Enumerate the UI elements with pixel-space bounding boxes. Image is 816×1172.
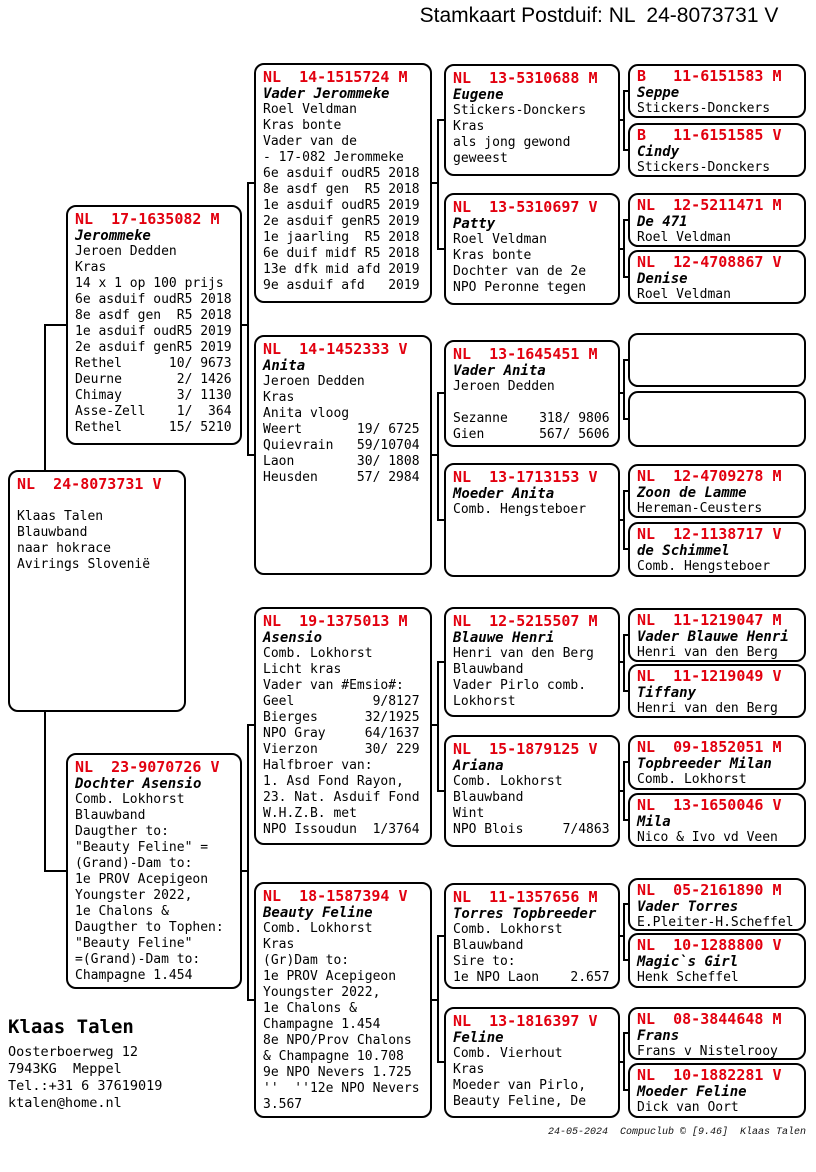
detail-line: Daugther to Tophen:	[75, 920, 224, 935]
pedigree-box-mmfm	[628, 933, 806, 988]
ring-number: NL 19-1375013 M	[263, 612, 408, 630]
detail-line: Oosterboerweg 12	[8, 1044, 139, 1060]
connector-line	[437, 790, 444, 792]
detail-line: Moeder van Pirlo,	[453, 1078, 587, 1093]
detail-line: '' ''12e NPO Nevers	[263, 1081, 420, 1096]
detail-line: Jeroen Dedden	[263, 374, 365, 389]
detail-line: Halfbroer van:	[263, 758, 373, 773]
pigeon-name: Anita	[263, 358, 306, 374]
detail-line: 1. Asd Fond Rayon,	[263, 774, 404, 789]
detail-line: Blauwband	[453, 790, 524, 805]
ring-number: NL 13-1645451 M	[453, 345, 598, 363]
detail-line: Daugther to:	[75, 824, 169, 839]
detail-line: - 17-082 Jerommeke	[263, 150, 404, 165]
detail-line: Kras	[263, 937, 295, 952]
pedigree-box-fmmf	[628, 464, 806, 518]
pigeon-details	[637, 915, 797, 931]
pedigree-box-mmmm	[628, 1063, 806, 1118]
pigeon-details	[263, 374, 423, 486]
pigeon-name: Eugene	[453, 87, 504, 103]
ring-number: NL 12-5215507 M	[453, 612, 598, 630]
detail-line: NPO Gray 64/1637	[263, 726, 420, 741]
detail-line: Kras	[453, 119, 485, 134]
pigeon-details	[453, 646, 611, 710]
ring-number: NL 13-1816397 V	[453, 1012, 598, 1030]
connector-line	[247, 999, 254, 1001]
detail-line: Geel 9/8127	[263, 694, 420, 709]
footer-credit: 24-05-2024 Compuclub © [9.46] Klaas Talen	[547, 1127, 806, 1138]
pedigree-box-ffmf	[628, 193, 806, 247]
detail-line: =(Grand)-Dam to:	[75, 952, 201, 967]
pedigree-box-fmf	[444, 340, 620, 447]
pigeon-name: Vader Torres	[637, 899, 739, 915]
detail-line: ktalen@home.nl	[8, 1095, 122, 1111]
pigeon-name: Dochter Asensio	[75, 776, 202, 792]
detail-line: Henri van den Berg	[453, 646, 594, 661]
connector-line	[623, 359, 625, 420]
detail-line: Heusden 57/ 2984	[263, 470, 420, 485]
pigeon-name: Denise	[637, 271, 688, 287]
connector-line	[247, 724, 254, 726]
detail-line: Comb. Lokhorst	[453, 922, 563, 937]
connector-line	[623, 634, 625, 692]
ring-number: NL 24-8073731 V	[17, 475, 162, 493]
pedigree-box-mfm	[444, 735, 620, 847]
ring-number: NL 13-5310688 M	[453, 69, 598, 87]
detail-line: 1e PROV Acepigeon	[263, 969, 397, 984]
detail-line: Licht kras	[263, 662, 342, 677]
pigeon-details	[453, 379, 611, 443]
connector-line	[437, 392, 444, 394]
ring-number: NL 13-5310697 V	[453, 198, 598, 216]
pigeon-details	[637, 101, 797, 117]
ring-number: NL 11-1219047 M	[637, 611, 782, 629]
detail-line: geweest	[453, 151, 508, 166]
pigeon-name: Seppe	[637, 85, 680, 101]
pigeon-name: Topbreeder Milan	[637, 756, 772, 772]
connector-line	[437, 935, 444, 937]
pedigree-box-father	[66, 205, 242, 445]
owner-name: Klaas Talen	[8, 1016, 134, 1038]
detail-line: 1e Chalons &	[263, 1001, 357, 1016]
detail-line: Champagne 1.454	[263, 1017, 381, 1032]
ring-number: NL 11-1357656 M	[453, 888, 598, 906]
connector-line	[623, 1032, 625, 1091]
detail-line: "Beauty Feline"	[75, 936, 193, 951]
ring-number: NL 13-1713153 V	[453, 468, 598, 486]
detail-line: Quievrain 59/10704	[263, 438, 420, 453]
detail-line: Champagne 1.454	[75, 968, 193, 983]
connector-line	[437, 119, 444, 121]
detail-line: Tel.:+31 6 37619019	[8, 1078, 163, 1094]
detail-line: Jeroen Dedden	[453, 379, 555, 394]
pigeon-details	[637, 160, 797, 176]
pedigree-box-fmmm	[628, 522, 806, 577]
connector-line	[623, 219, 625, 278]
ring-number: NL 23-9070726 V	[75, 758, 220, 776]
detail-line: Roel Veldman	[263, 102, 357, 117]
pigeon-details	[453, 922, 611, 986]
detail-line: Kras	[75, 260, 107, 275]
detail-line: Henk Scheffel	[637, 970, 739, 985]
pigeon-name: Beauty Feline	[263, 905, 373, 921]
pedigree-box-fmm	[444, 463, 620, 577]
detail-line: Chimay 3/ 1130	[75, 388, 232, 403]
pigeon-details	[637, 559, 797, 575]
detail-line: 1e Chalons &	[75, 904, 169, 919]
connector-line	[437, 519, 444, 521]
detail-line: Comb. Hengsteboer	[637, 559, 771, 574]
pedigree-box-mfff	[628, 608, 806, 662]
connector-line	[247, 182, 249, 456]
detail-line: Stickers-Donckers	[637, 160, 771, 175]
detail-line: Comb. Lokhorst	[263, 921, 373, 936]
pedigree-box-mother	[66, 753, 242, 989]
connector-line	[247, 182, 254, 184]
pigeon-details	[453, 502, 611, 518]
detail-line: 9e NPO Nevers 1.725	[263, 1065, 412, 1080]
detail-line: Comb. Lokhorst	[637, 772, 747, 787]
pigeon-details	[637, 772, 797, 788]
pedigree-box-ffm	[444, 193, 620, 305]
detail-line: Comb. Hengsteboer	[453, 502, 587, 517]
ring-number: NL 18-1587394 V	[263, 887, 408, 905]
detail-line: 1e asduif oudR5 2019	[75, 324, 232, 339]
detail-line: Anita vloog	[263, 406, 350, 421]
detail-line: Vierzon 30/ 229	[263, 742, 420, 757]
pigeon-details	[453, 103, 611, 167]
detail-line: 13e dfk mid afd 2019	[263, 262, 420, 277]
detail-line: Comb. Vierhout	[453, 1046, 563, 1061]
detail-line: Blauwband	[75, 808, 146, 823]
detail-line: Rethel 15/ 5210	[75, 420, 232, 435]
detail-line: 1e PROV Acepigeon	[75, 872, 209, 887]
pigeon-name: De 471	[637, 214, 688, 230]
pigeon-name: Patty	[453, 216, 496, 232]
connector-line	[437, 119, 439, 250]
detail-line: 3.567	[263, 1097, 303, 1112]
ring-number: NL 10-1288800 V	[637, 936, 782, 954]
pigeon-details	[637, 1100, 797, 1116]
ring-number: NL 05-2161890 M	[637, 881, 782, 899]
pedigree-box-subject	[8, 470, 186, 712]
pigeon-details	[263, 102, 423, 294]
pedigree-box-fmfm-empty	[628, 391, 806, 447]
detail-line: naar hokrace	[17, 541, 111, 556]
connector-line	[247, 454, 254, 456]
detail-line: Roel Veldman	[637, 287, 731, 302]
pigeon-name: Vader Blauwe Henri	[637, 629, 789, 645]
detail-line: Youngster 2022,	[75, 888, 193, 903]
pigeon-name: Asensio	[263, 630, 323, 646]
pigeon-name: Vader Jerommeke	[263, 86, 390, 102]
connector-line	[437, 661, 439, 792]
ring-number: B 11-6151585 V	[637, 126, 782, 144]
pigeon-name: Cindy	[637, 144, 680, 160]
pigeon-name: Magic`s Girl	[637, 954, 739, 970]
detail-line: Youngster 2022,	[263, 985, 381, 1000]
detail-line: als jong gewond	[453, 135, 571, 150]
connector-line	[623, 90, 625, 151]
pigeon-details	[17, 509, 177, 573]
detail-line: 1e NPO Laon 2.657	[453, 970, 610, 985]
detail-line: 9e asduif afd 2019	[263, 278, 420, 293]
pedigree-box-fm	[254, 335, 432, 575]
ring-number: NL 17-1635082 M	[75, 210, 220, 228]
detail-line: Rethel 10/ 9673	[75, 356, 232, 371]
detail-line: Stickers-Donckers	[453, 103, 587, 118]
pedigree-box-mf	[254, 607, 432, 845]
pigeon-details	[75, 244, 233, 436]
pedigree-box-mfmm	[628, 793, 806, 847]
pigeon-details	[453, 232, 611, 296]
connector-line	[44, 870, 66, 872]
detail-line: Klaas Talen	[17, 509, 104, 524]
pedigree-box-ffff	[628, 64, 806, 118]
detail-line: Beauty Feline, De	[453, 1094, 587, 1109]
pedigree-box-mfmf	[628, 735, 806, 790]
detail-line: 2e asduif genR5 2019	[75, 340, 232, 355]
connector-line	[623, 761, 625, 821]
detail-line: NPO Issoudun 1/3764	[263, 822, 420, 837]
ring-number: NL 10-1882281 V	[637, 1066, 782, 1084]
detail-line: 2e asduif genR5 2019	[263, 214, 420, 229]
detail-line: Comb. Lokhorst	[453, 774, 563, 789]
pedigree-box-fffm	[628, 123, 806, 177]
detail-line: 1e jaarling R5 2018	[263, 230, 420, 245]
ring-number: B 11-6151583 M	[637, 67, 782, 85]
pigeon-name: Tiffany	[637, 685, 697, 701]
pedigree-box-fff	[444, 64, 620, 176]
pigeon-details	[637, 230, 797, 246]
page-title: Stamkaart Postduif: NL 24-8073731 V	[419, 4, 779, 27]
detail-line: Avirings Slovenië	[17, 557, 151, 572]
ring-number: NL 12-5211471 M	[637, 196, 782, 214]
connector-line	[623, 490, 625, 550]
detail-line: Comb. Lokhorst	[263, 646, 373, 661]
detail-line: Dick van Oort	[637, 1100, 739, 1115]
detail-line: Hereman-Ceusters	[637, 501, 763, 516]
ring-number: NL 15-1879125 V	[453, 740, 598, 758]
pigeon-name: de Schimmel	[637, 543, 730, 559]
pigeon-name: Vader Anita	[453, 363, 546, 379]
detail-line: Henri van den Berg	[637, 701, 778, 716]
detail-line: 8e NPO/Prov Chalons	[263, 1033, 412, 1048]
detail-line: 8e asdf gen R5 2018	[263, 182, 420, 197]
pedigree-box-mm	[254, 882, 432, 1118]
ring-number: NL 14-1452333 V	[263, 340, 408, 358]
connector-line	[44, 324, 66, 326]
detail-line: 6e duif midf R5 2018	[263, 246, 420, 261]
detail-line: 6e asduif oudR5 2018	[263, 166, 420, 181]
connector-line	[437, 935, 439, 1063]
detail-line: "Beauty Feline" =	[75, 840, 209, 855]
detail-line: & Champagne 10.708	[263, 1049, 404, 1064]
pigeon-details	[453, 1046, 611, 1110]
pigeon-details	[637, 970, 797, 986]
pedigree-box-fmff-empty	[628, 333, 806, 387]
ring-number: NL 12-1138717 V	[637, 525, 782, 543]
detail-line: Weert 19/ 6725	[263, 422, 420, 437]
detail-line: Sezanne 318/ 9806	[453, 411, 610, 426]
pigeon-name: Torres Topbreeder	[453, 906, 597, 922]
pigeon-details	[637, 287, 797, 303]
detail-line: (Grand)-Dam to:	[75, 856, 193, 871]
detail-line: E.Pleiter-H.Scheffel	[637, 915, 794, 930]
pigeon-name: Moeder Anita	[453, 486, 555, 502]
connector-line	[437, 248, 444, 250]
detail-line: Dochter van de 2e	[453, 264, 587, 279]
detail-line: Asse-Zell 1/ 364	[75, 404, 232, 419]
pigeon-name: Frans	[637, 1028, 680, 1044]
detail-line: Wint	[453, 806, 485, 821]
detail-line: NPO Blois 7/4863	[453, 822, 610, 837]
pedigree-box-mmm	[444, 1007, 620, 1118]
detail-line: Lokhorst	[453, 694, 516, 709]
pigeon-name: Ariana	[453, 758, 504, 774]
detail-line: Vader van de	[263, 134, 357, 149]
detail-line: Kras bonte	[263, 118, 342, 133]
detail-line: Roel Veldman	[637, 230, 731, 245]
detail-line: Comb. Lokhorst	[75, 792, 185, 807]
detail-line: Bierges 32/1925	[263, 710, 420, 725]
detail-line: Sire to:	[453, 954, 516, 969]
pigeon-name	[637, 354, 797, 370]
pedigree-box-mffm	[628, 664, 806, 718]
ring-number: NL 11-1219049 V	[637, 667, 782, 685]
pigeon-name: Jerommeke	[75, 228, 151, 244]
pigeon-name: Mila	[637, 814, 671, 830]
detail-line: Blauwband	[453, 662, 524, 677]
pedigree-box-mmf	[444, 883, 620, 989]
detail-line: Vader Pirlo comb.	[453, 678, 587, 693]
pedigree-box-ff	[254, 63, 432, 303]
detail-line: Deurne 2/ 1426	[75, 372, 232, 387]
connector-line	[437, 1061, 444, 1063]
detail-line: Laon 30/ 1808	[263, 454, 420, 469]
detail-line: Gien 567/ 5606	[453, 427, 610, 442]
detail-line: Frans v Nistelrooy	[637, 1044, 778, 1059]
detail-line: Jeroen Dedden	[75, 244, 177, 259]
pigeon-details	[75, 792, 233, 984]
detail-line: Vader van #Emsio#:	[263, 678, 404, 693]
detail-line: Roel Veldman	[453, 232, 547, 247]
pigeon-details	[263, 646, 423, 838]
detail-line: 6e asduif oudR5 2018	[75, 292, 232, 307]
ring-number: NL 09-1852051 M	[637, 738, 782, 756]
pigeon-name	[637, 412, 797, 428]
pedigree-box-ffmm	[628, 250, 806, 304]
detail-line: Nico & Ivo vd Veen	[637, 830, 778, 845]
connector-line	[437, 392, 439, 521]
pigeon-name: Moeder Feline	[637, 1084, 747, 1100]
ring-number	[637, 336, 797, 354]
pedigree-box-mff	[444, 607, 620, 717]
pigeon-details	[637, 701, 797, 717]
pigeon-name	[17, 493, 177, 509]
detail-line	[453, 395, 611, 411]
pigeon-details	[453, 774, 611, 838]
detail-line: (Gr)Dam to:	[263, 953, 350, 968]
detail-line: Kras bonte	[453, 248, 532, 263]
pigeon-details	[263, 921, 423, 1113]
pigeon-details	[637, 830, 797, 846]
pigeon-name: Zoon de Lamme	[637, 485, 747, 501]
ring-number: NL 12-4708867 V	[637, 253, 782, 271]
ring-number: NL 13-1650046 V	[637, 796, 782, 814]
detail-line: 23. Nat. Asduif Fond	[263, 790, 420, 805]
pedigree-box-mmff	[628, 878, 806, 931]
pedigree-box-mmmf	[628, 1007, 806, 1060]
detail-line: Kras	[453, 1062, 485, 1077]
ring-number	[637, 394, 797, 412]
detail-line: 8e asdf gen R5 2018	[75, 308, 232, 323]
ring-number: NL 14-1515724 M	[263, 68, 408, 86]
detail-line: Kras	[263, 390, 295, 405]
detail-line: Blauwband	[17, 525, 88, 540]
ring-number: NL 08-3844648 M	[637, 1010, 782, 1028]
detail-line: 7943KG Meppel	[8, 1061, 122, 1077]
detail-line: 1e asduif oudR5 2019	[263, 198, 420, 213]
detail-line: Henri van den Berg	[637, 645, 778, 660]
pigeon-name: Blauwe Henri	[453, 630, 555, 646]
pigeon-details	[637, 1044, 797, 1060]
pigeon-details	[637, 501, 797, 517]
detail-line: W.H.Z.B. met	[263, 806, 357, 821]
detail-line: Blauwband	[453, 938, 524, 953]
detail-line: NPO Peronne tegen	[453, 280, 587, 295]
connector-line	[247, 724, 249, 1001]
connector-line	[623, 903, 625, 961]
pigeon-details	[637, 645, 797, 661]
detail-line: Stickers-Donckers	[637, 101, 771, 116]
ring-number: NL 12-4709278 M	[637, 467, 782, 485]
connector-line	[437, 661, 444, 663]
detail-line: 14 x 1 op 100 prijs	[75, 276, 224, 291]
pigeon-name: Feline	[453, 1030, 504, 1046]
